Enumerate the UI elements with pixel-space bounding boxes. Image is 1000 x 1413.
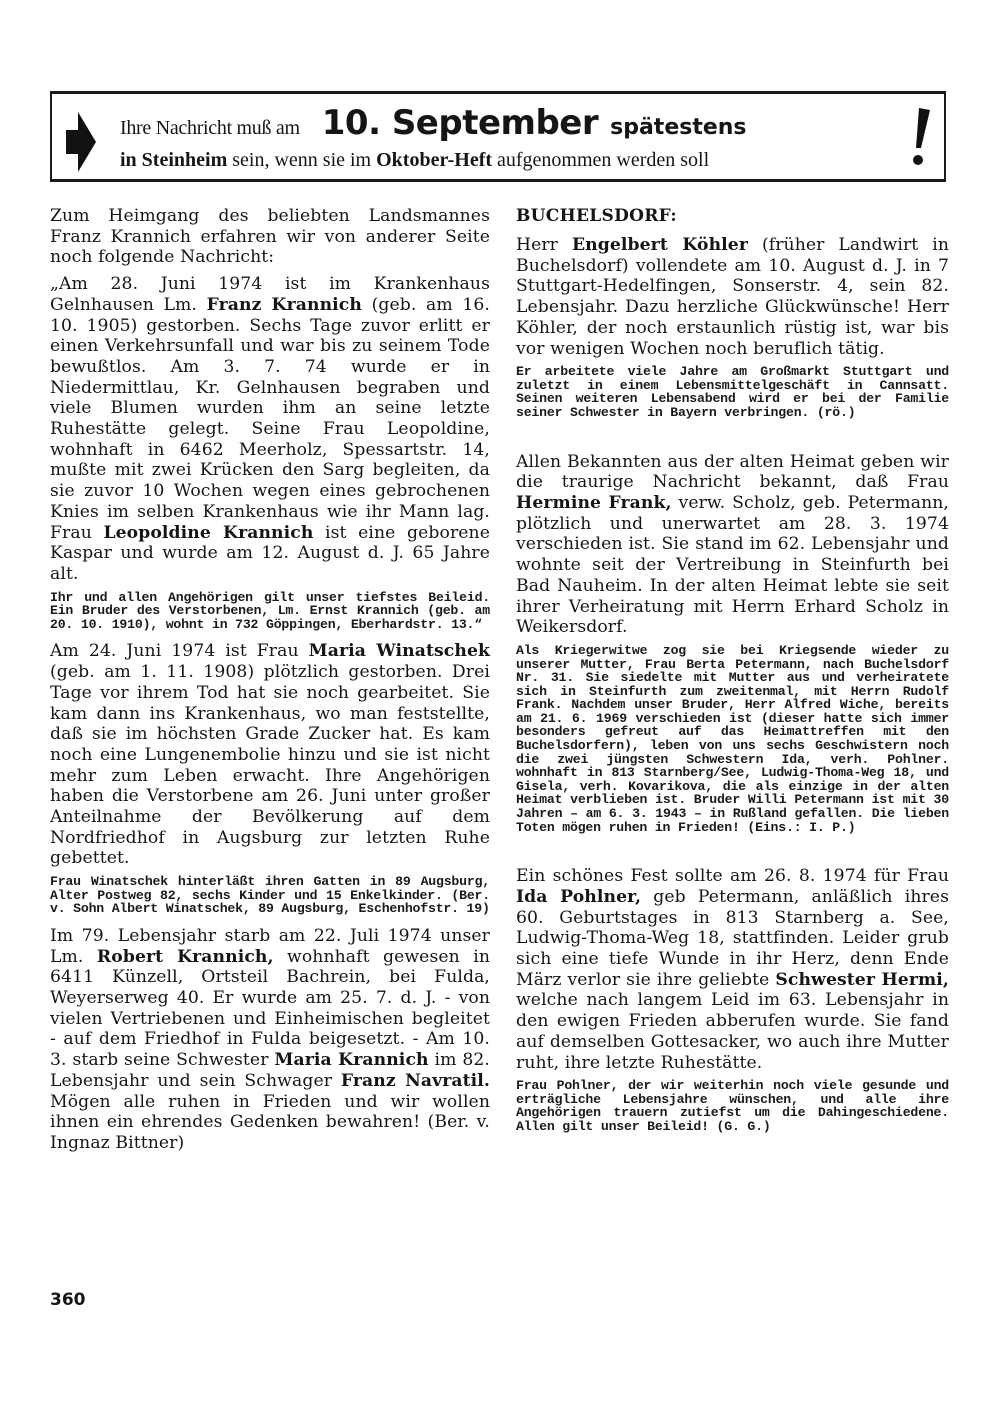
pohlner-note: Frau Pohlner, der wir weiterhin noch viele gesunde und erträgliche Lebensjahre wünschen, und alle ihre Angehörigen trauern zutiefst um die Dahingeschiedene. Allen gilt unser Beileid! (G. G.)	[516, 1078, 949, 1135]
notice-line-2	[120, 149, 709, 172]
right-column	[516, 206, 949, 1144]
person-name: Franz Krannich	[206, 294, 362, 315]
text: welche nach langem Leid im 63. Lebensjahr in den ewigen Frieden abberufen wurde. Sie fand auf demselben Gottesacker, wo auch ihre Mutter ruht, ihre letzte Ruhestätte.	[516, 990, 949, 1073]
koehler-note: Er arbeitete viele Jahre am Großmarkt Stuttgart und zuletzt in einem Lebensmittelgeschäft in Cannsatt. Seinen weiteren Lebensabend wird er bei der Familie seiner Schwester in Bayern verbringen. (rö.)	[516, 364, 949, 420]
koehler-paragraph	[516, 235, 949, 359]
person-name: Maria Winatschek	[308, 641, 490, 662]
person-name: Hermine Frank,	[516, 493, 672, 513]
text: Herr	[516, 235, 572, 255]
pohlner-paragraph	[516, 866, 949, 1073]
page-number: 360	[50, 1290, 86, 1310]
text: Mögen alle ruhen in Frieden und wir wollen ihnen ein ehrendes Gedenken bewahren! (Ber. v. Ingnaz Bittner)	[50, 1091, 490, 1153]
text: geb Petermann, anläßlich ihres 60. Geburtstages in 813 Starnberg a. See, Ludwig-Thoma-Weg 18, stattfinden. Leider grub sich eine tiefe Wunde in ihr Herz, denn Ende März verlor sie ihre geliebte	[516, 886, 949, 990]
robert-krannich-paragraph	[50, 926, 490, 1154]
text: Ein schönes Fest sollte am 26. 8. 1974 für Frau	[516, 866, 949, 887]
text: im 82. Lebensjahr und sein Schwager	[50, 1050, 490, 1091]
spacer	[516, 430, 949, 452]
frank-paragraph	[516, 452, 949, 638]
text: Allen Bekannten aus der alten Heimat geben wir die traurige Nachricht bekannt, daß Frau	[516, 451, 949, 493]
notice-issue: Oktober-Heft	[376, 149, 493, 171]
person-name: Schwester Hermi,	[775, 969, 949, 990]
krannich-report-paragraph	[50, 274, 490, 585]
notice-text-end: aufgenommen werden soll	[492, 149, 710, 171]
person-name: Robert Krannich,	[96, 946, 274, 967]
left-column	[50, 206, 490, 1160]
text: „Am 28. Juni 1974 ist im Krankenhaus Gelnhausen Lm.	[50, 274, 490, 315]
winatschek-note: Frau Winatschek hinterläßt ihren Gatten in 89 Augsburg, Alter Postweg 82, sechs Kinder und 15 Enkelkinder. (Ber. v. Sohn Albert Winatschek, 89 Augsburg, Eschenhofstr. 19)	[50, 874, 490, 917]
text: Im 79. Lebensjahr starb am 22. Juli 1974 unser Lm.	[50, 925, 490, 967]
person-name: Engelbert Köhler	[571, 235, 748, 255]
notice-deadline-date: 10. September	[321, 103, 599, 143]
text: (geb. am 1. 11. 1908) plötzlich gestorben. Drei Tage vor ihrem Tod hat sie noch gearbeitet. Sie kam dann ins Krankenhaus, wo man feststellte, daß sie im höchsten Grade Zucker hat. Es kam noch eine Lungenembolie hinzu und sie ist nicht mehr zum Leben erwacht. Ihre Angehörigen haben die Verstorbene am 26. Juni unter großer Anteilnahme der Bevölkerung auf dem Nordfriedhof in Augsburg zur letzten Ruhe gebettet.	[50, 662, 490, 869]
deadline-notice-box	[50, 91, 946, 182]
person-name: Franz Navratil.	[340, 1070, 490, 1091]
notice-prefix: Ihre Nachricht muß am	[120, 117, 300, 139]
krannich-note: Ihr und allen Angehörigen gilt unser tiefstes Beileid. Ein Bruder des Verstorbenen, Lm. Ernst Krannich (geb. am 20. 10. 1910), wohnt in 732 Göppingen, Eberhardstr. 13.“	[50, 589, 490, 632]
text: ist eine geborene Kaspar und wurde am 12. August d. J. 65 Jahre alt.	[50, 522, 490, 584]
text: verw. Scholz, geb. Petermann, plötzlich und unerwartet am 28. 3. 1974 verschieden ist. Sie stand im 62. Lebensjahr und wohnte seit der Vertreibung in Steinfurth bei Bad Nauheim. In der alten Heimat lebte sie seit ihrer Verheiratung mit Herrn Erhard Scholz in Weikersdorf.	[516, 493, 949, 638]
exclamation-icon	[910, 108, 932, 168]
text: (früher Landwirt in Buchelsdorf) vollendete am 10. August d. J. in 7 Stuttgart-Hedelfingen, Sonserstr. 4, sein 82. Lebensjahr. Dazu herzliche Glückwünsche! Herr Köhler, der noch erstaunlich rüstig ist, war bis vor wenigen Wochen noch beruflich tätig.	[516, 235, 949, 359]
person-name: Maria Krannich	[274, 1050, 429, 1071]
notice-location: in Steinheim	[120, 149, 228, 171]
text: Am 24. Juni 1974 ist Frau	[50, 641, 309, 662]
right-arrow-icon	[66, 112, 96, 172]
intro-paragraph: Zum Heimgang des beliebten Landsmannes Franz Krannich erfahren wir von anderer Seite noch folgende Nachricht:	[50, 206, 490, 268]
notice-suffix: spätestens	[610, 115, 747, 140]
notice-text-middle: sein, wenn sie im	[227, 149, 377, 171]
person-name: Leopoldine Krannich	[103, 522, 314, 543]
spacer	[516, 844, 949, 866]
section-heading-buchelsdorf: BUCHELSDORF:	[516, 206, 677, 226]
text: wohnhaft gewesen in 6411 Künzell, Ortsteil Bachrein, bei Fulda, Weyerserweg 40. Er wurde am 25. 7. d. J. - von vielen Vertriebenen und Einheimischen begleitet - auf dem Friedhof in Fulda beigesetzt. - Am 10. 3. starb seine Schwester	[50, 946, 490, 1071]
winatschek-paragraph	[50, 641, 490, 869]
notice-line-1	[120, 103, 747, 143]
person-name: Ida Pohlner,	[516, 886, 642, 907]
text: (geb. am 16. 10. 1905) gestorben. Sechs Tage zuvor erlitt er einen Verkehrsunfall und war bis zu seinem Tode bewußtlos. Am 3. 7. 74 wurde er in Niedermittlau, Kr. Gelnhausen begraben und viele Blumen wurden ihm an seine letzte Ruhestätte gelegt. Seine Frau Leopoldine, wohnhaft in 6462 Meerholz, Spessartstr. 14, mußte mit zwei Krücken den Sarg begleiten, da sie zuvor 10 Wochen wegen eines gebrochenen Knies im selben Krankenhaus wie ihr Mann lag. Frau	[50, 294, 490, 543]
frank-note: Als Kriegerwitwe zog sie bei Kriegsende wieder zu unserer Mutter, Frau Berta Petermann, nach Buchelsdorf Nr. 31. Sie siedelte mit Mutter aus und verheiratete sich in Steinfurth zum zweitenmal, mit Herrn Rudolf Frank. Nachdem unser Bruder, Herr Alfred Wiche, bereits am 21. 6. 1969 verschieden ist (dieser hatte sich immer besonders gefreut auf das Heimattreffen mit den Buchelsdorfern), leben von uns sechs Geschwistern noch die zwei jüngsten Schwestern Ida, verh. Pohlner. wohnhaft in 813 Starnberg/See, Ludwig-Thoma-Weg 18, und Gisela, verh. Kovarikova, die als einzige in der alten Heimat verblieben ist. Bruder Willi Petermann ist mit 30 Jahren – am 6. 3. 1943 – in Rußland gefallen. Die lieben Toten mögen ruhen in Frieden! (Eins.: I. P.)	[516, 642, 949, 835]
